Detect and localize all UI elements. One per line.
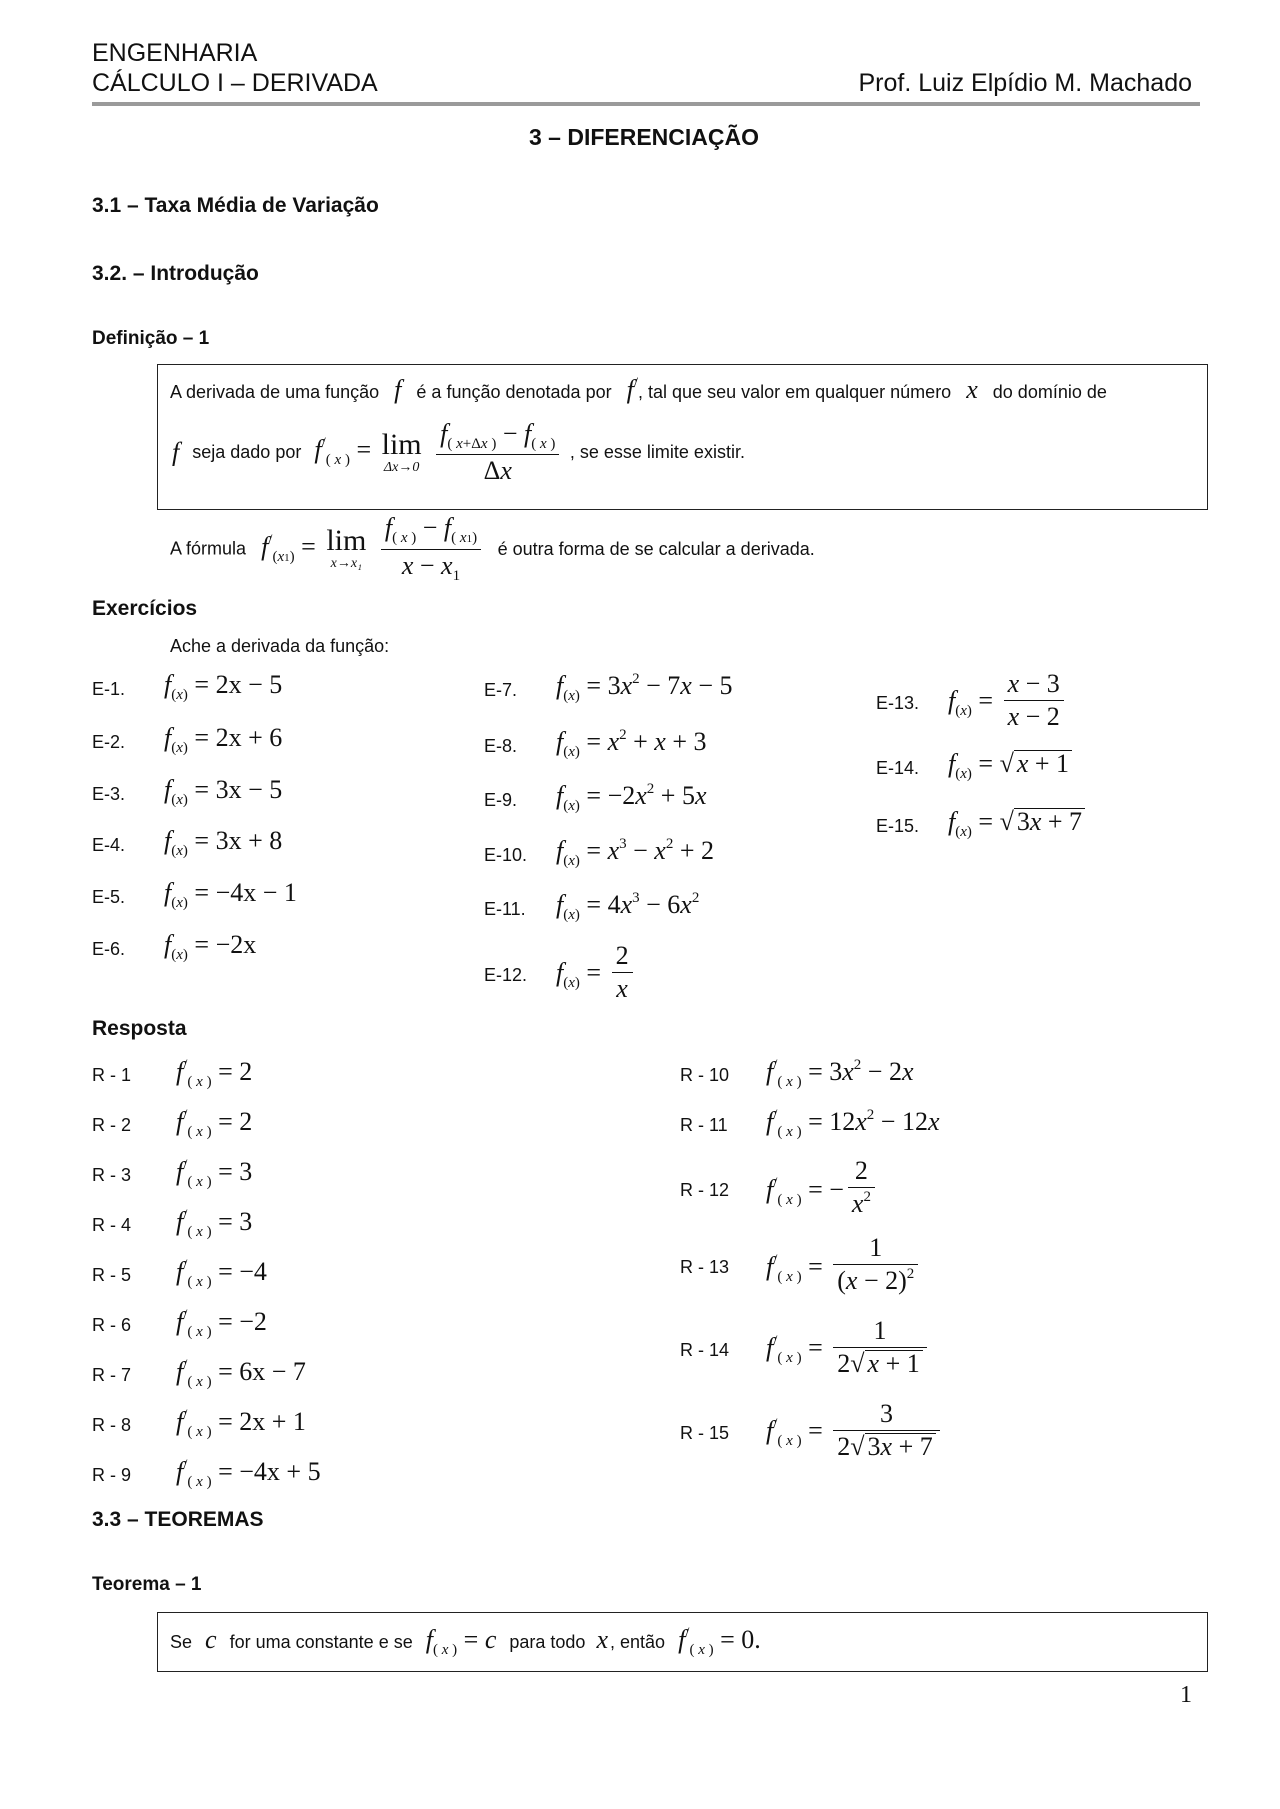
answer-expr-value: 2x + 1 <box>239 1407 306 1436</box>
answer-expr: $f^/_{( x )} = 3$ <box>176 1157 253 1190</box>
exercise-label: E-11. <box>484 899 526 919</box>
answer-expr-r10: $f^/_{( x )} = 3x^2 - 2x$ <box>766 1057 914 1090</box>
answer-expr: $f^/_{( x )} = 3$ <box>176 1207 253 1240</box>
exercise-expr-value: 3x + 8 <box>215 826 283 855</box>
exercise-label: E-2. <box>92 732 126 752</box>
thm-text1: Se <box>170 1632 193 1652</box>
exercise-label: E-7. <box>484 680 518 700</box>
def-text6: , se esse limite existir. <box>569 442 745 462</box>
answer-label: R - 13 <box>680 1257 730 1277</box>
section-3-1: 3.1 – Taxa Média de Variação <box>92 194 379 217</box>
def-f-symbol: f <box>394 375 402 404</box>
def-text4: do domínio de <box>992 382 1107 402</box>
exercise-label: E-10. <box>484 845 528 865</box>
header-line1: ENGENHARIA <box>92 39 258 67</box>
exercise-expr-value: 2x + 6 <box>215 723 283 752</box>
answer-expr-value: −2 <box>239 1307 267 1336</box>
definition-title: Definição – 1 <box>92 328 210 349</box>
exercise-label: E-3. <box>92 784 126 804</box>
section-3-3: 3.3 – TEOREMAS <box>92 1508 264 1531</box>
exercise-expr-e14: $f_{(x)}$ = √ x + 1 <box>948 749 1072 779</box>
answer-expr-value: 6x − 7 <box>239 1357 306 1386</box>
section-3-2: 3.2. – Introdução <box>92 262 259 285</box>
formula-note-suffix: é outra forma de se calcular a derivada. <box>497 538 815 559</box>
thm-c-symbol: c <box>205 1625 217 1654</box>
answer-expr: $f^/_{( x )} = 2$ <box>176 1057 253 1090</box>
answer-label: R - 9 <box>92 1465 132 1485</box>
exercise-label: E-9. <box>484 790 518 810</box>
answer-label: R - 1 <box>92 1065 132 1085</box>
def-formula: $f^/_{( x )}$ = lim Δx→0 $\frac{f_{( x+\Delta x )} - f_{( x )}}{\Delta x}$ <box>314 435 570 464</box>
exercise-expr-e11: $f_{(x)} = 4x^3 - 6x^2$ <box>556 890 700 923</box>
answer-expr-value: 2 <box>239 1107 253 1136</box>
thm-text3: para todo <box>509 1632 586 1652</box>
exercise-expr: $f_{(x)} = -4x - 1$ <box>164 878 297 911</box>
answer-expr-value: 3 <box>239 1207 253 1236</box>
answer-expr-r15: $f^/_{( x )}$ = $\frac{3}{2√ 3x + 7}$ <box>766 1398 944 1463</box>
exercises-title: Exercícios <box>92 597 198 620</box>
answer-label: R - 12 <box>680 1180 730 1200</box>
thm-conclusion: $f^/_{( x )} = 0$. <box>678 1625 761 1658</box>
exercise-expr: $f_{(x)} = 3x - 5$ <box>164 775 283 808</box>
answers-title: Resposta <box>92 1017 187 1040</box>
answer-expr: $f^/_{( x )} = -2$ <box>176 1307 267 1340</box>
theorem-title: Teorema – 1 <box>92 1574 202 1595</box>
thm-text2: for uma constante e se <box>229 1632 413 1652</box>
exercise-label: E-15. <box>876 816 920 836</box>
answer-label: R - 7 <box>92 1365 132 1385</box>
answer-label: R - 10 <box>680 1065 730 1085</box>
answer-expr-r11: $f^/_{( x )} = 12x^2 - 12x$ <box>766 1107 940 1140</box>
header-line2: CÁLCULO I – DERIVADA <box>92 69 378 97</box>
def-fprime-symbol: f/ <box>626 375 639 404</box>
exercise-expr: $f_{(x)} = 2x - 5$ <box>164 670 283 703</box>
answer-label: R - 4 <box>92 1215 132 1235</box>
exercise-expr-e7: $f_{(x)} = 3x^2 - 7x - 5$ <box>556 671 733 704</box>
exercise-expr-e15: $f_{(x)}$ = √ 3x + 7 <box>948 807 1085 837</box>
answer-label: R - 3 <box>92 1165 132 1185</box>
exercise-label: E-13. <box>876 693 920 713</box>
exercise-expr-value: −2x <box>215 930 257 959</box>
def-x-symbol: x <box>966 375 978 404</box>
thm-text4: , então <box>610 1632 666 1652</box>
exercise-label: E-12. <box>484 965 528 985</box>
answer-expr-value: 3 <box>239 1157 253 1186</box>
exercise-expr-value: 2x − 5 <box>215 670 283 699</box>
exercise-expr-value: −4x − 1 <box>215 878 297 907</box>
answer-expr-r14: $f^/_{( x )}$ = $\frac{1}{2√ x + 1}$ <box>766 1315 931 1380</box>
theorem-statement <box>170 1625 761 1658</box>
exercise-expr-e12: $f_{(x)}$ = $\frac{2}{x}$ <box>556 940 637 1005</box>
formula-note-prefix: A fórmula <box>170 538 247 559</box>
exercise-expr-e8: $f_{(x)} = x^2 + x + 3$ <box>556 727 707 760</box>
exercise-label: E-5. <box>92 887 126 907</box>
answer-expr-value: 2 <box>239 1057 253 1086</box>
exercise-expr-e10: $f_{(x)} = x^3 - x^2 + 2$ <box>556 836 715 869</box>
exercise-label: E-8. <box>484 736 518 756</box>
exercise-expr: $f_{(x)} = -2x$ <box>164 930 257 963</box>
answer-expr: $f^/_{( x )} = -4$ <box>176 1257 267 1290</box>
exercise-expr-value: 3x − 5 <box>215 775 283 804</box>
exercise-expr-e9: $f_{(x)} = -2x^2 + 5x$ <box>556 781 707 814</box>
answer-expr: $f^/_{( x )} = 6x - 7$ <box>176 1357 306 1390</box>
header-rule <box>92 102 1200 106</box>
exercises-instruction: Ache a derivada da função: <box>170 636 390 656</box>
header-author: Prof. Luiz Elpídio M. Machado <box>858 69 1192 97</box>
page-number: 1 <box>1180 1682 1192 1708</box>
exercise-label: E-6. <box>92 939 126 959</box>
answer-label: R - 11 <box>680 1115 728 1135</box>
answer-label: R - 15 <box>680 1423 730 1443</box>
answer-label: R - 14 <box>680 1340 730 1360</box>
def-text3: , tal que seu valor em qualquer número <box>638 382 952 402</box>
formula-note <box>170 512 815 586</box>
answer-label: R - 2 <box>92 1115 132 1135</box>
exercise-label: E-14. <box>876 758 920 778</box>
def-f-symbol-2: f <box>172 437 180 467</box>
exercise-expr: $f_{(x)} = 3x + 8$ <box>164 826 283 859</box>
exercise-expr-e13: $f_{(x)}$ = $\frac{x - 3}{x - 2}$ <box>948 668 1068 733</box>
exercise-label: E-4. <box>92 835 126 855</box>
def-text5: seja dado por <box>192 442 302 462</box>
definition-line2 <box>172 418 745 487</box>
answer-expr: $f^/_{( x )} = -4x + 5$ <box>176 1457 321 1490</box>
answer-expr: $f^/_{( x )} = 2$ <box>176 1107 253 1140</box>
exercise-label: E-1. <box>92 679 126 699</box>
exercise-expr: $f_{(x)} = 2x + 6$ <box>164 723 283 756</box>
answer-expr-r13: $f^/_{( x )}$ = $\frac{1}{(x - 2)^2}$ <box>766 1232 922 1301</box>
definition-line1 <box>170 375 1107 405</box>
def-text1: A derivada de uma função <box>170 382 380 402</box>
answer-label: R - 5 <box>92 1265 132 1285</box>
chapter-title: 3 – DIFERENCIAÇÃO <box>528 124 760 150</box>
answer-expr-r12: $f^/_{( x )}$ = − $\frac{2}{x^2}$ <box>766 1155 879 1224</box>
thm-fx-eq-c: $f_{( x )} = c$ <box>425 1625 497 1658</box>
answer-label: R - 6 <box>92 1315 132 1335</box>
alt-formula: $f^/_{(x1)}$ = lim x→x₁ $\frac{f_{( x )} - f_{( x1)}}{x - x_1}$ <box>261 532 492 561</box>
answer-label: R - 8 <box>92 1415 132 1435</box>
def-text2: é a função denotada por <box>416 382 612 402</box>
answer-expr: $f^/_{( x )} = 2x + 1$ <box>176 1407 306 1440</box>
answer-expr-value: −4x + 5 <box>239 1457 321 1486</box>
thm-x-symbol: x <box>596 1625 608 1654</box>
answer-expr-value: −4 <box>239 1257 267 1286</box>
